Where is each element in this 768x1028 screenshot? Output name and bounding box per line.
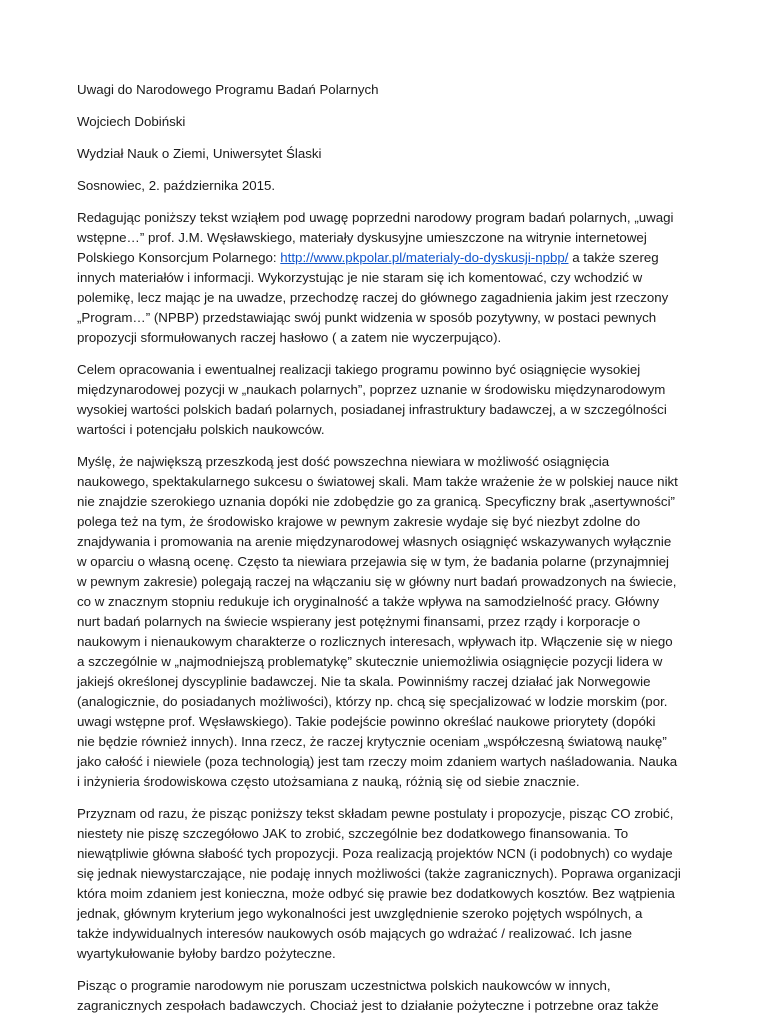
paragraph-line: uwagi wstępne prof. Węsławskiego). Takie podejście powinno określać naukowe priorytety (dopóki: [77, 714, 656, 729]
paragraph-line: Redagując poniższy tekst wziąłem pod uwagę poprzedni narodowy program badań polarnych, „uwagi: [77, 210, 674, 225]
paragraph-line: niestety nie piszę szczegółowo JAK to zrobić, szczególnie bez dodatkowego finansowania. To: [77, 826, 629, 841]
paragraph-line: także indywidualnych interesów naukowych osób mających go wdrażać / realizować. Ich jasne: [77, 926, 633, 941]
pkpolar-link[interactable]: http://www.pkpolar.pl/materialy-do-dyskusji-npbp/: [280, 250, 569, 265]
paragraph-line-with-link: [77, 248, 697, 268]
paragraph-2: [77, 360, 697, 440]
paragraph-line: wstępne…” prof. J.M. Węsławskiego, materiały dyskusyjne umieszczone na witrynie internetowej: [77, 230, 647, 245]
paragraph-line: zagranicznych zespołach badawczych. Chociaż jest to działanie pożyteczne i potrzebne oraz także: [77, 998, 659, 1013]
paragraph-line: polemikę, lecz mając je na uwadze, przechodzę raczej do głównego zagadnienia jakim jest rzeczony: [77, 290, 669, 305]
paragraph-line: naukowego, spektakularnego sukcesu o światowej skali. Mam także wrażenie że w polskiej nauce nikt: [77, 474, 678, 489]
paragraph-line: Celem opracowania i ewentualnej realizacji takiego programu powinno być osiągnięcie wysokiej: [77, 362, 641, 377]
paragraph-line: jako całość i niewiele (poza technologią) jest tam rzeczy moim zdaniem wartych naśladowania. Nauka: [77, 754, 678, 769]
paragraph-line: Przyznam od razu, że pisząc poniższy tekst składam pewne postulaty i propozycje, pisząc CO zrobić,: [77, 806, 674, 821]
paragraph-line: wartości i potencjału polskich naukowców.: [77, 422, 325, 437]
paragraph-line: nurt badań polarnych na świecie wspierany jest potężnymi finansami, przez rządy i korporacje o: [77, 614, 641, 629]
paragraph-line: w oparciu o własną ocenę. Często ta niewiara przejawia się w tym, że badania polarne (przynajmniej: [77, 554, 670, 569]
paragraph-line: która moim zdaniem jest konieczna, może odbyć się prawie bez dodatkowych kosztów. Bez wątpienia: [77, 886, 675, 901]
document-date: Sosnowiec, 2. października 2015.: [77, 178, 276, 193]
paragraph-line: nie znajdzie szerokiego uznania dopóki nie zdobędzie go za granicą. Specyficzny brak „asertywności”: [77, 494, 675, 509]
paragraph-4: [77, 804, 697, 964]
paragraph-line: polega też na tym, że środowisko krajowe w pewnym zakresie wydaje się być niezbyt zdolne do: [77, 514, 641, 529]
author-name: Wojciech Dobiński: [77, 114, 186, 129]
paragraph-line: jednak, głównym kryterium jego wykonalności jest uwzględnienie szeroko pojętych wspólnych, a: [77, 906, 643, 921]
document-page: [77, 80, 697, 1028]
document-title: Uwagi do Narodowego Programu Badań Polarnych: [77, 82, 379, 97]
paragraph-3: [77, 452, 697, 792]
paragraph-line: się jednak niewystarczające, nie podaję innych możliwości (także zagranicznych). Poprawa organizacji: [77, 866, 681, 881]
paragraph-5: [77, 976, 697, 1016]
paragraph-line: co w znacznym stopniu redukuje ich oryginalność a także wpływa na samodzielność pracy. Główny: [77, 594, 660, 609]
link-line-before: Polskiego Konsorcjum Polarnego:: [77, 250, 281, 265]
paragraph-line: a szczególnie w „najmodniejszą problematykę” skutecznie uniemożliwia osiągnięcie pozycji lidera w: [77, 654, 663, 669]
paragraph-line: Myślę, że największą przeszkodą jest dość powszechna niewiara w możliwość osiągnięcia: [77, 454, 610, 469]
paragraph-line: międzynarodowej pozycji w „naukach polarnych”, poprzez uznanie w środowisku międzynarodowym: [77, 382, 666, 397]
link-line-after: a także szereg: [568, 250, 659, 265]
author-affiliation: Wydział Nauk o Ziemi, Uniwersytet Ślaski: [77, 146, 322, 161]
paragraph-line: propozycji sformułowanych raczej hasłowo ( a zatem nie wyczerpująco).: [77, 330, 502, 345]
paragraph-1: [77, 208, 697, 348]
paragraph-line: nie będzie również innych). Inna rzecz, że raczej krytycznie oceniam „współczesną światową naukę”: [77, 734, 667, 749]
paragraph-line: jakiejś określonej dyscyplinie badawczej. Nie ta skala. Powinniśmy raczej działać jak Norwegowie: [77, 674, 651, 689]
paragraph-line: Pisząc o programie narodowym nie poruszam uczestnictwa polskich naukowców w innych,: [77, 978, 611, 993]
paragraph-line: wyartykułowanie byłoby bardzo pożyteczne.: [77, 946, 336, 961]
paragraph-line: naukowym i nienaukowym charakterze o rozlicznych interesach, wpływach itp. Włączenie się w niego: [77, 634, 673, 649]
paragraph-line: znajdywania i promowania na arenie międzynarodowej własnych osiągnięć wskazywanych wyłącznie: [77, 534, 672, 549]
paragraph-line: „Program…” (NPBP) przedstawiając swój punkt widzenia w sposób pozytywny, w postaci pewnych: [77, 310, 657, 325]
paragraph-line: i inżynieria środowiskowa często utożsamiana z nauką, różnią się od siebie znacznie.: [77, 774, 580, 789]
paragraph-line: (analogicznie, do posiadanych możliwości), którzy np. chcą się specjalizować w lodzie morskim (por.: [77, 694, 668, 709]
paragraph-line: w pewnym zakresie) polegają raczej na włączaniu się w główny nurt badań prowadzonych na świecie,: [77, 574, 677, 589]
paragraph-line: wysokiej wartości polskich badań polarnych, posiadanej infrastruktury badawczej, a w szczególności: [77, 402, 667, 417]
paragraph-line: innych materiałów i informacji. Wykorzystując je nie staram się ich komentować, czy wchodzić w: [77, 270, 643, 285]
paragraph-line: niewątpliwie główna słabość tych propozycji. Poza realizacją projektów NCN (i podobnych) co wydaje: [77, 846, 673, 861]
